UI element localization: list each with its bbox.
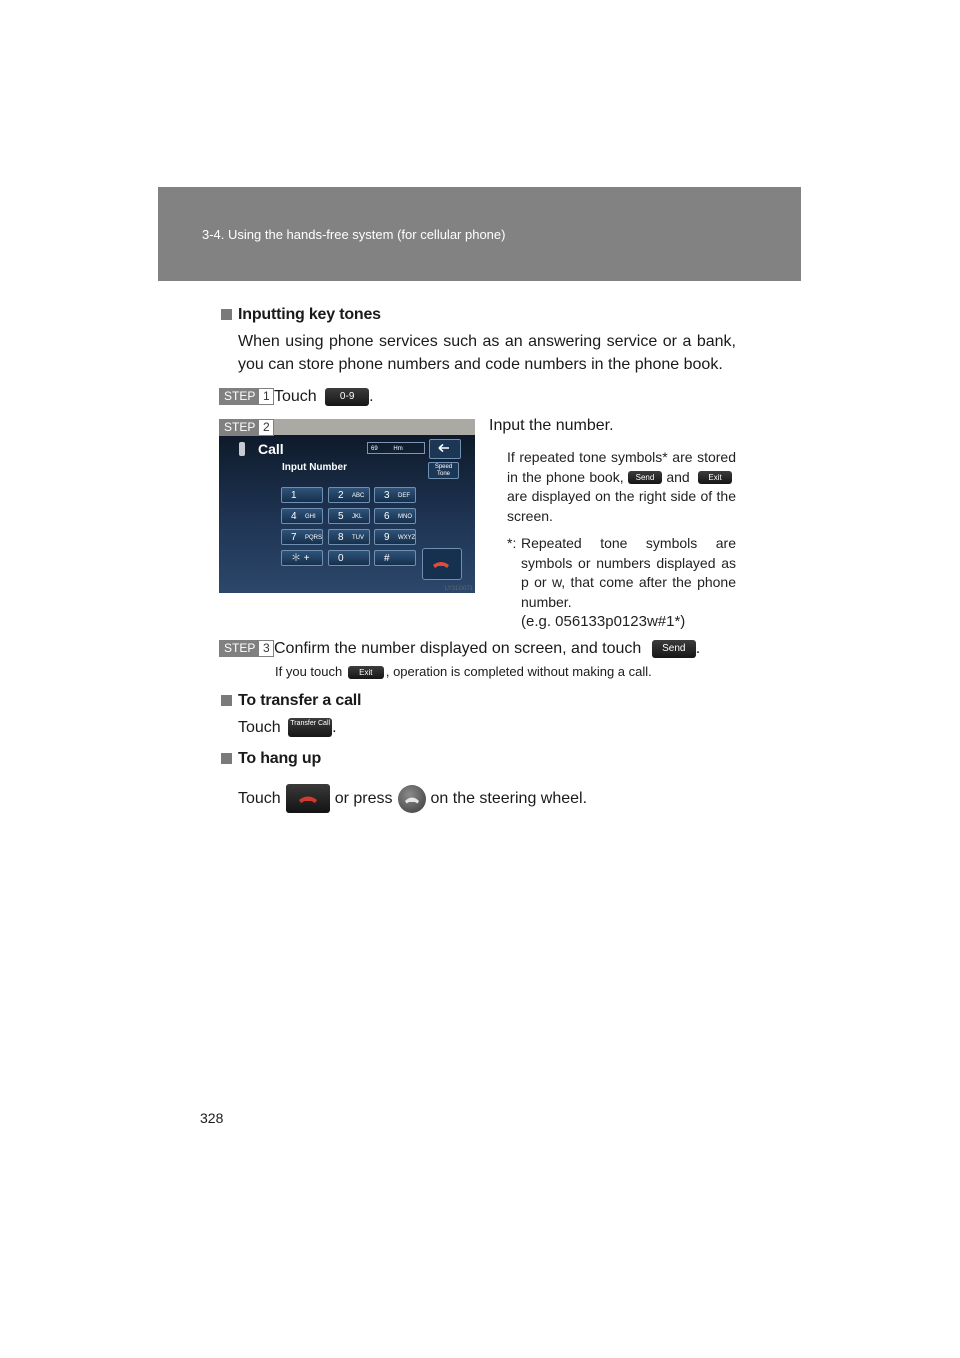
step-2-text: Input the number. bbox=[489, 417, 614, 434]
key-tones-body: When using phone services such as an answering service or a bank, you can store phone numbers and code numbers in the phone book. bbox=[238, 333, 736, 373]
hang-up-text: Touch or press on the steering wheel. bbox=[238, 784, 587, 813]
section-header-band bbox=[158, 187, 801, 281]
keypad-key[interactable]: 9 WXYZ bbox=[374, 529, 416, 545]
page-number: 328 bbox=[200, 1110, 224, 1126]
square-bullet-icon bbox=[221, 309, 232, 320]
send-button-inline: Send bbox=[628, 471, 662, 484]
heading-hang-up: To hang up bbox=[221, 750, 321, 768]
keypad-key[interactable]: 3 DEF bbox=[374, 487, 416, 503]
heading-inputting-key-tones: Inputting key tones bbox=[221, 306, 381, 324]
footnote: *: Repeated tone symbols are symbols or numbers displayed as p or w, that come after the phone number. (e.g. 056133p0123w#1*) bbox=[507, 535, 736, 630]
step-3-note: If you touch Exit , operation is completed without making a call. bbox=[275, 664, 652, 679]
keypad-key[interactable]: 1 bbox=[281, 487, 323, 503]
keypad-key[interactable]: 5 JKL bbox=[328, 508, 370, 524]
exit-button-note: Exit bbox=[348, 666, 384, 679]
square-bullet-icon bbox=[221, 753, 232, 764]
hang-up-screen-button[interactable] bbox=[422, 548, 462, 580]
hang-up-icon bbox=[423, 549, 459, 577]
hang-up-icon bbox=[286, 784, 330, 813]
step-1-badge: STEP 1 bbox=[219, 388, 274, 405]
keypad-0-9-button[interactable]: 0-9 bbox=[325, 388, 369, 406]
step-1-text: Touch 0-9 . bbox=[274, 388, 374, 405]
keypad-key[interactable]: # bbox=[374, 550, 416, 566]
phone-input-screen bbox=[219, 419, 475, 592]
steering-wheel-phone-switch bbox=[398, 785, 426, 813]
image-code: LY31G071 bbox=[444, 586, 473, 592]
transfer-call-text: Touch Transfer Call . bbox=[238, 719, 337, 736]
exit-button-inline: Exit bbox=[698, 471, 732, 484]
keypad-key[interactable]: ＊ + bbox=[281, 550, 323, 566]
hang-up-button[interactable] bbox=[286, 784, 330, 813]
status-bar: 69 Hm bbox=[367, 442, 425, 454]
heading-transfer-call: To transfer a call bbox=[221, 692, 361, 710]
screen-display bbox=[219, 435, 475, 593]
footnote-example: (e.g. 056133p0123w#1*) bbox=[521, 613, 686, 630]
keypad-key[interactable]: 8 TUV bbox=[328, 529, 370, 545]
keypad-key[interactable]: 4 GHI bbox=[281, 508, 323, 524]
keypad-key[interactable]: 6 MNO bbox=[374, 508, 416, 524]
step-3-badge: STEP 3 bbox=[219, 640, 274, 657]
keypad-key[interactable]: 2 ABC bbox=[328, 487, 370, 503]
square-bullet-icon bbox=[221, 695, 232, 706]
screen-title-call: Call bbox=[258, 441, 284, 457]
input-number-label: Input Number bbox=[282, 462, 347, 473]
step-2-badge: STEP 2 bbox=[219, 419, 274, 436]
section-header-title: 3-4. Using the hands-free system (for cellular phone) bbox=[202, 227, 506, 242]
transfer-call-button[interactable]: Transfer Call bbox=[288, 718, 332, 737]
keypad-key[interactable]: 0 bbox=[328, 550, 370, 566]
step-2-note: If repeated tone symbols* are stored in the phone book, Send and Exit are displayed on the right side of the screen. bbox=[507, 449, 736, 524]
step-3-text: Confirm the number displayed on screen, and touch Send . bbox=[274, 640, 701, 657]
send-button[interactable]: Send bbox=[652, 640, 696, 658]
steering-phone-icon bbox=[398, 785, 426, 813]
speed-tone-button[interactable]: Speed Tone bbox=[428, 462, 459, 479]
keypad-key[interactable]: 7 PQRS bbox=[281, 529, 323, 545]
